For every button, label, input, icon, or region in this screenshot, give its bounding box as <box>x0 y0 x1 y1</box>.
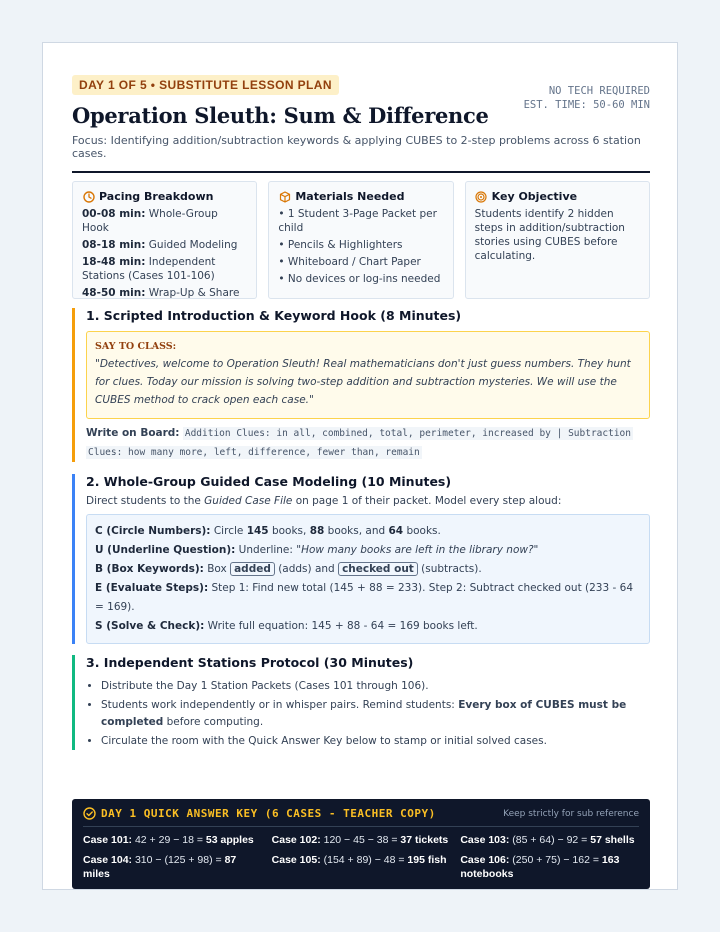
step-question: "How many books are left in the library now?" <box>296 544 539 556</box>
guided-case-file-ref: Guided Case File <box>204 495 293 507</box>
case-answer: 87 miles <box>83 854 237 880</box>
boxed-keyword: added <box>230 562 275 576</box>
cubes-step-u <box>95 541 641 560</box>
pacing-activity: Guided Modeling <box>148 239 238 251</box>
pacing-activity: Whole-Group Hook <box>82 208 218 234</box>
case-answer: 195 fish <box>407 854 447 866</box>
materials-item: • No devices or log-ins needed <box>278 273 441 285</box>
case-label: Case 104: <box>83 854 133 866</box>
day-badge: DAY 1 OF 5 • SUBSTITUTE LESSON PLAN <box>72 75 339 95</box>
focus-statement: Focus: Identifying addition/subtraction keywords & applying CUBES to 2-step problems across 6 station cases. <box>72 134 641 160</box>
case-expression: (250 + 75) − 162 = <box>509 854 602 866</box>
answer-case <box>272 833 451 847</box>
materials-item: • 1 Student 3-Page Packet per child <box>278 208 437 234</box>
protocol-item: • Distribute the Day 1 Station Packets (Cases 101 through 106). <box>101 678 650 695</box>
protocol-text: Students work independently or in whisper pairs. Remind students: <box>101 699 459 711</box>
pacing-card-header <box>82 190 247 203</box>
pacing-item <box>82 238 247 252</box>
objective-card-title: Key Objective <box>491 190 578 203</box>
write-on-board <box>86 424 650 462</box>
say-to-class-box <box>86 331 650 419</box>
case-answer: 37 tickets <box>400 834 449 846</box>
answer-key-title <box>83 807 436 820</box>
board-keywords: Clues: how many more, left, difference, fewer than, remain <box>88 447 420 458</box>
objective-card-header <box>475 190 640 203</box>
case-expression: 310 − (125 + 98) = <box>132 854 225 866</box>
answer-grid <box>83 833 639 881</box>
page-title: Operation Sleuth: Sum & Difference <box>72 103 489 128</box>
objective-card <box>465 181 650 299</box>
say-to-class-label: SAY TO CLASS: <box>95 341 177 352</box>
section-guided-modeling <box>72 474 650 644</box>
pacing-activity: Independent Stations (Cases 101-106) <box>82 256 216 282</box>
step-number: 145 <box>246 525 269 537</box>
directions-text: on page 1 of their packet. Model every step aloud: <box>292 495 562 507</box>
step-text: Step 1: Find new total (145 + 88 = 233). Step 2: Subtract checked out (233 - 64 = 169). <box>95 582 633 613</box>
pacing-time: 00-08 min: <box>82 208 146 220</box>
package-icon <box>278 190 291 203</box>
step-text: (subtracts). <box>417 563 482 575</box>
pacing-card <box>72 181 257 299</box>
case-label: Case 102: <box>271 834 321 846</box>
say-to-class-script: "Detectives, welcome to Operation Sleuth! Real mathematicians don't just guess numbers. They hunt for clues. Today our mission is solving two-step addition and subtraction mysteries. We will use the CUBES method to crack open each case." <box>95 358 631 406</box>
protocol-emphasis: Every box of CUBES must be completed <box>101 699 627 728</box>
objective-text: Students identify 2 hidden steps in addition/subtraction stories using CUBES before calculating. <box>474 208 625 262</box>
materials-list <box>278 207 443 286</box>
materials-item: • Pencils & Highlighters <box>278 239 403 251</box>
answer-key-title-text: DAY 1 QUICK ANSWER KEY (6 CASES - TEACHER COPY) <box>101 807 436 820</box>
answer-case <box>460 833 639 847</box>
step-number: 88 <box>309 525 325 537</box>
boxed-keyword: checked out <box>338 562 418 576</box>
protocol-item <box>101 697 650 731</box>
step-text: books, <box>268 525 310 537</box>
target-icon <box>475 190 488 203</box>
case-label: Case 105: <box>271 854 321 866</box>
protocol-item: • Circulate the room with the Quick Answer Key below to stamp or initial solved cases. <box>101 733 650 750</box>
summary-cards <box>72 181 650 299</box>
answer-case <box>272 853 451 881</box>
step-label: E (Evaluate Steps): <box>95 582 209 594</box>
case-expression: (154 + 89) − 48 = <box>320 854 408 866</box>
answer-case <box>460 853 639 881</box>
cubes-step-e <box>95 579 641 617</box>
step-label: B (Box Keywords): <box>95 563 204 575</box>
pacing-item <box>82 255 247 283</box>
lesson-plan-page <box>42 42 678 890</box>
case-answer: 163 notebooks <box>460 854 620 880</box>
step-label: U (Underline Question): <box>95 544 236 556</box>
step-number: 64 <box>388 525 404 537</box>
case-label: Case 103: <box>460 834 510 846</box>
pacing-time: 08-18 min: <box>82 239 146 251</box>
pacing-time: 48-50 min: <box>82 287 146 299</box>
case-expression: 120 − 45 − 38 = <box>320 834 401 846</box>
protocol-text: before computing. <box>163 716 264 728</box>
tech-requirement: NO TECH REQUIRED <box>548 85 650 97</box>
answer-key-header <box>83 807 639 827</box>
answer-case <box>83 853 262 881</box>
title-divider <box>72 171 650 173</box>
check-circle-icon <box>83 807 96 820</box>
materials-card <box>268 181 453 299</box>
plan-meta <box>524 84 650 112</box>
pacing-activity: Wrap-Up & Share <box>148 287 240 299</box>
cubes-step-b <box>95 560 641 579</box>
case-expression: (85 + 64) − 92 = <box>509 834 591 846</box>
case-label: Case 101: <box>83 834 133 846</box>
step-text: books. <box>403 525 441 537</box>
page-content <box>72 74 650 880</box>
board-keywords: Addition Clues: in all, combined, total, perimeter, increased by | Subtraction <box>184 428 631 439</box>
estimated-time: EST. TIME: 50-60 MIN <box>523 99 650 111</box>
step-text: books, and <box>324 525 389 537</box>
step-text: Underline: <box>235 544 297 556</box>
case-answer: 57 shells <box>590 834 635 846</box>
step-label: C (Circle Numbers): <box>95 525 211 537</box>
pacing-card-title: Pacing Breakdown <box>99 190 214 203</box>
section-independent-stations <box>72 655 650 750</box>
cubes-step-s <box>95 617 641 636</box>
step-text: Circle <box>210 525 247 537</box>
pacing-time: 18-48 min: <box>82 256 146 268</box>
guided-directions <box>86 495 650 507</box>
case-label: Case 106: <box>460 854 510 866</box>
answer-key-note: Keep strictly for sub reference <box>503 808 639 819</box>
section-heading: 3. Independent Stations Protocol (30 Minutes) <box>86 655 414 670</box>
step-text: (adds) and <box>274 563 339 575</box>
step-text: Box <box>203 563 231 575</box>
pacing-item <box>82 286 247 300</box>
materials-card-header <box>278 190 443 203</box>
answer-case <box>83 833 262 847</box>
section-heading: 1. Scripted Introduction & Keyword Hook (8 Minutes) <box>86 308 462 323</box>
step-label: S (Solve & Check): <box>95 620 205 632</box>
materials-item: • Whiteboard / Chart Paper <box>278 256 421 268</box>
materials-card-title: Materials Needed <box>295 190 405 203</box>
answer-key-panel <box>72 799 650 889</box>
cubes-steps <box>86 514 650 644</box>
cubes-step-c <box>95 522 641 541</box>
clock-icon <box>82 190 95 203</box>
section-heading: 2. Whole-Group Guided Case Modeling (10 Minutes) <box>86 474 452 489</box>
protocol-list <box>86 678 650 750</box>
directions-text: Direct students to the <box>86 495 205 507</box>
section-introduction <box>72 308 650 462</box>
board-label: Write on Board: <box>86 427 180 439</box>
case-expression: 42 + 29 − 18 = <box>132 834 206 846</box>
pacing-item <box>82 207 247 235</box>
step-text: Write full equation: 145 + 88 - 64 = 169 books left. <box>204 620 478 632</box>
case-answer: 53 apples <box>205 834 254 846</box>
